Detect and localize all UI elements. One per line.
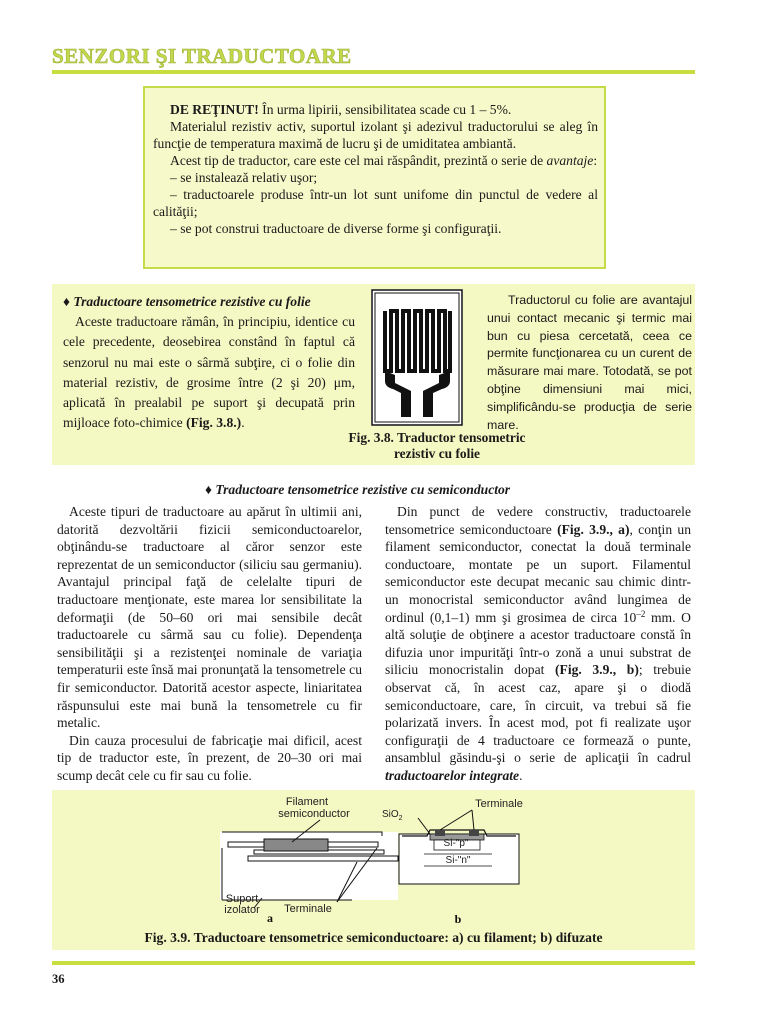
label-terminale-a: Terminale [284, 903, 332, 915]
fig-3-8-caption-line1: Fig. 3.8. Traductor tensometric [348, 430, 526, 445]
retinut-p3 [153, 152, 598, 169]
semiconductor-right-column [385, 503, 691, 785]
folie-heading [63, 292, 355, 312]
fig-3-9-caption: Fig. 3.9. Traductoare tensometrice semiconductoare: a) cu filament; b) difuzate [144, 930, 603, 945]
header-rule [52, 70, 695, 74]
right-text-end: . [519, 767, 523, 783]
integrated-transducers-term: traductoarelor integrate [385, 767, 520, 783]
label-a: a [267, 911, 273, 925]
label-si-p: Si-"p" [443, 838, 469, 849]
folie-left-column [63, 292, 355, 433]
foil-gauge-image [371, 289, 463, 426]
label-terminale-b: Terminale [475, 798, 523, 810]
folie-body-end: . [241, 415, 245, 431]
fig-3-8-caption-line2: rezistiv cu folie [393, 446, 481, 461]
folie-body [63, 312, 355, 433]
filament-transducer-diagram [220, 796, 398, 925]
folie-right-text: Traductorul cu folie are avantajul unui contact mecanic şi termic mai bun cu piesa cercetată, ceea ce permite funcţionarea cu un curent de măsurare mai mare. Totodată, se pot obţine dimensiuni mai mici, simplificându-se producţia de serie mare. [487, 293, 692, 432]
retinut-p3-italic: avantaje [546, 153, 594, 168]
label-suport-1: Suport [225, 893, 259, 905]
semiconductor-left-column [57, 503, 362, 785]
retinut-label: DE REŢINUT! [170, 102, 259, 117]
diamond-bullet-icon: ♦ [205, 482, 212, 497]
page-number: 36 [52, 972, 65, 986]
retinut-item: – se pot construi traductoare de diverse forme şi configuraţii. [170, 221, 502, 236]
fig-3-9-section [52, 790, 695, 950]
exponent: –2 [636, 608, 646, 619]
page-header-title: SENZORI ŞI TRADUCTOARE [52, 44, 352, 68]
label-filament-1: Filament [285, 796, 329, 808]
fig-3-8-caption [327, 430, 547, 462]
right-text-c: mm. O altă soluţie de obţinere a acestor traductoare constă în difuzia unor impurităţi într-o zonă a unui substrat de siliciu monocristalin dopat [385, 609, 691, 678]
folie-right-column [487, 292, 692, 434]
folie-body-text: Aceste traductoare rămân, în principiu, identice cu cele precedente, deosebirea constând în faptul că senzorul nu mai este o sârmă subţire, ci o folie din material rezistiv, de grosime între (2 şi 20) μm, aplicată în prealabil pe suport şi decupată prin mijloace foto-chimice [63, 314, 355, 431]
semiconductor-title: Traductoare tensometrice rezistive cu semiconductor [211, 482, 511, 497]
retinut-p1-text: În urma lipirii, sensibilitatea scade cu 1 – 5%. [258, 102, 512, 117]
right-text-a: Din punct de vedere constructiv, traductoarele tensometrice semiconductoare [385, 504, 691, 537]
retinut-box [143, 86, 606, 269]
retinut-p3-text: Acest tip de traductor, care este cel mai răspândit, prezintă o serie de [170, 153, 547, 168]
label-b: b [454, 912, 462, 926]
folie-section [52, 284, 695, 465]
retinut-p1 [153, 101, 598, 118]
label-filament-2: semiconductor [278, 808, 350, 820]
retinut-item: – traductoarele produse într-un lot sunt unifome din punctul de vedere al calităţii; [153, 187, 598, 219]
semiconductor-right-p1 [385, 503, 691, 785]
fig-ref-a: (Fig. 3.9., a) [557, 521, 630, 537]
folie-fig-ref: (Fig. 3.8.) [186, 415, 242, 431]
semiconductor-heading [205, 482, 510, 498]
retinut-item: – se instalează relativ uşor; [170, 170, 318, 185]
semiconductor-left-p2: Din cauza procesului de fabricaţie mai dificil, acest tip de traductor este, în prezent, de 20–30 ori mai scump decât cele cu fir sau cu folie. [57, 732, 362, 783]
label-suport-2: izolator [224, 904, 260, 916]
fig-3-9-diagram [52, 790, 695, 950]
label-sio2: SiO$_2$ [382, 809, 403, 822]
label-si-n: Si-"n" [445, 855, 471, 866]
folie-title: Traductoare tensometrice rezistive cu folie [69, 294, 311, 309]
footer-rule [52, 961, 695, 965]
retinut-p2: Materialul rezistiv activ, suportul izolant şi adezivul traductorului se aleg în funcţie de temperatura maximă de lucru şi de umiditatea ambiantă. [153, 119, 598, 151]
semiconductor-left-p1: Aceste tipuri de traductoare au apărut în ultimii ani, datorită dezvoltării fizicii semiconductoarelor, obţinându-se traductoare al căror senzor este reprezentat de un semiconductor (siliciu sau germaniu). Avantajul principal faţă de celelalte tipuri de traductoare menţionate, este marea lor sensibilitate la deformaţii (de 50–60 ori mai sensibile decât traductoarele cu sârmă sau cu folie). Dependenţa sensibilităţii şi a rezistenţei nominale de variaţia temperaturii este însă mai pronunţată la tensometrele cu fir semiconductor. Datorită acestor aspecte, liniaritatea răspunsului este mai bună la tensometrele cu fir metalic. [57, 504, 362, 731]
diamond-bullet-icon: ♦ [63, 294, 70, 309]
right-text-d: ; trebuie observat că, în acest caz, apare şi o diodă semiconductoare, care, în circuit, va trebui să fie polarizată invers. În acest mod, pot fi realizate uşor configuraţii de 4 traductoare ce formează o punte, ansamblul găsindu-şi o serie de aplicaţii în cadrul [385, 662, 691, 766]
right-text-b: , conţin un filament semiconductor, conectat la două terminale conductoare, montate pe un suport. Filamentul semiconductor este decupat mecanic sau chimic dintr-un monocristal semiconductor având lungimea de ordinul (0,1–1) mm şi grosimea de circa 10 [385, 521, 691, 625]
retinut-p3-colon: : [593, 153, 598, 168]
fig-ref-b: (Fig. 3.9., b) [554, 662, 639, 678]
diffused-transducer-diagram [382, 798, 523, 926]
